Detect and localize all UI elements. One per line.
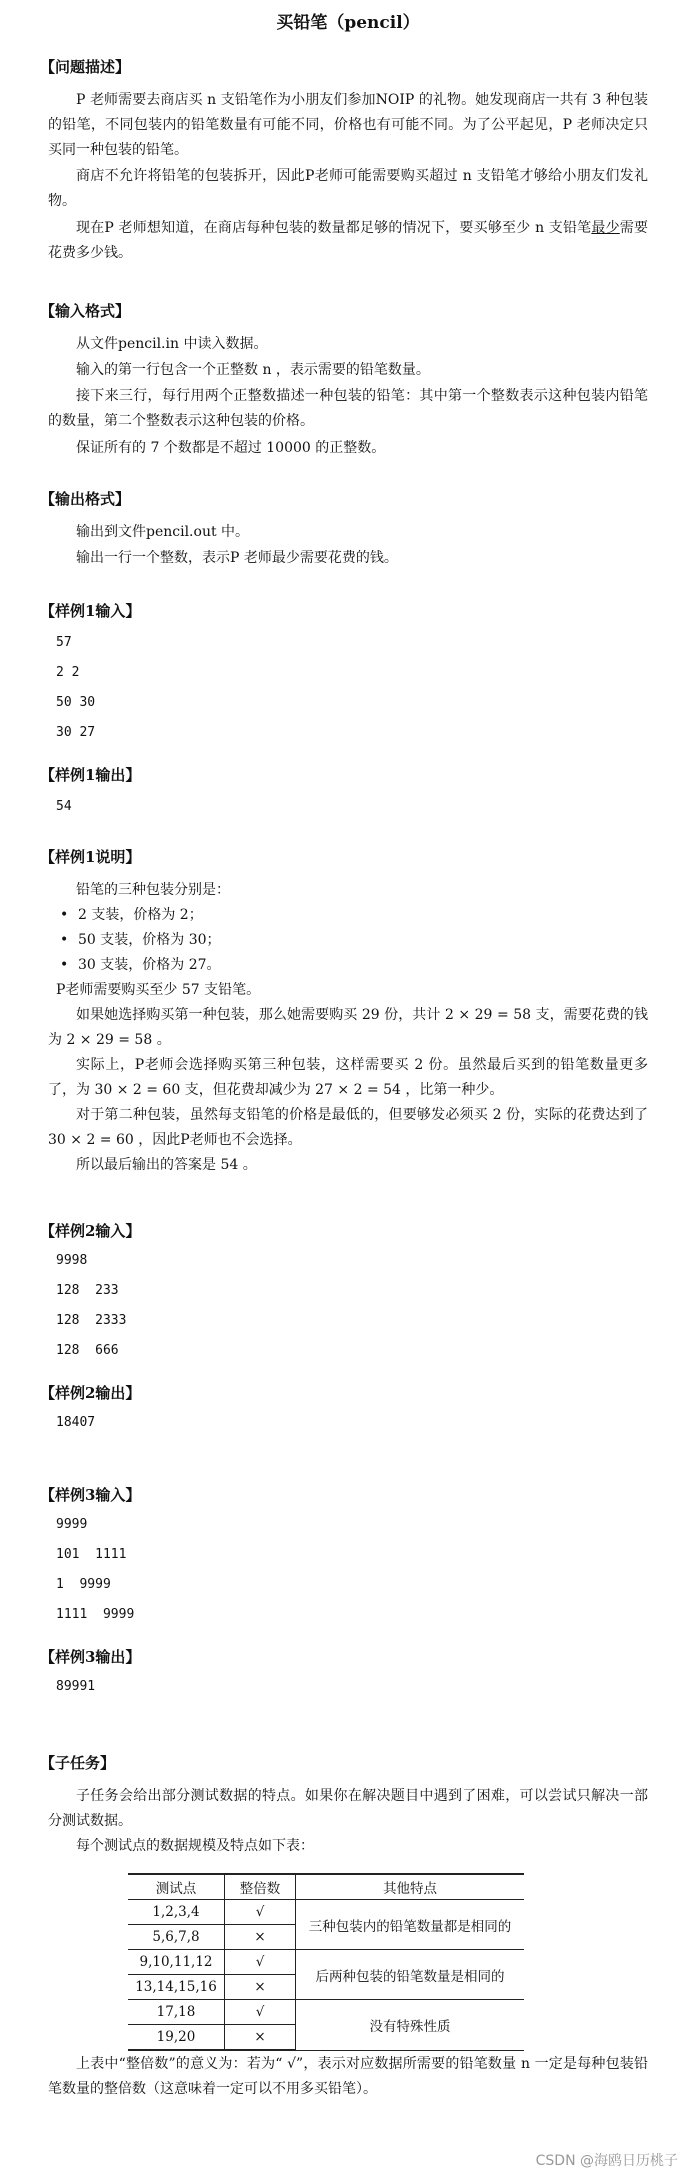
column-header: 整倍数 [225,1874,296,1900]
table-row [128,1950,524,1975]
table-cell: 9,10,11,12 [128,1950,225,1975]
problem-p3-underlined: 最少 [591,220,620,236]
output-line-2: 输出一行一个整数，表示P 老师最少需要花费的钱。 [76,550,398,566]
table-cell: √ [225,1900,296,1925]
page-title: 买铅笔（pencil） [276,13,420,33]
sample1-bullet-list [56,903,646,978]
sample1-input-text: 57 2 2 50 30 30 27 [56,635,96,740]
table-cell: 5,6,7,8 [128,1925,225,1950]
sample3-input-heading: 【样例3输入】 [40,1486,141,1504]
problem-p3-post: 需要花费多少钱。 [48,220,649,261]
sample1-explain-line-4: 对于第二种包装，虽然每支铅笔的价格是最低的，但要够发必须买 2 份，实际的花费达到了 30 × 2 = 60 ，因此P老师也不会选择。 [48,1107,648,1148]
list-item: • 30 支装，价格为 27。 [56,953,646,978]
column-header: 测试点 [128,1874,225,1900]
sample3-output-heading: 【样例3输出】 [40,1648,141,1666]
sample1-input-heading: 【样例1输入】 [40,602,141,620]
sample3-output-text: 89991 [56,1679,96,1694]
subtask-paragraph-2: 每个测试点的数据规模及特点如下表： [76,1838,314,1854]
sample1-output-text: 54 [56,799,72,814]
table-cell: √ [225,2000,296,2025]
input-line-1: 从文件pencil.in 中读入数据。 [76,336,268,352]
table-row [128,1900,524,1925]
table-cell: 后两种包装的铅笔数量是相同的 [296,1950,525,2000]
table-cell: 没有特殊性质 [296,2000,525,2051]
table-cell: × [225,2025,296,2051]
table-cell: 17,18 [128,2000,225,2025]
list-item: • 50 支装，价格为 30； [56,928,646,953]
problem-paragraph-2: 商店不允许将铅笔的包装拆开，因此P老师可能需要购买超过 n 支铅笔才够给小朋友们发礼物。 [48,168,648,209]
input-line-4: 保证所有的 7 个数都是不超过 10000 的正整数。 [76,440,386,456]
table-cell: × [225,1925,296,1950]
list-item: • 2 支装，价格为 2； [56,903,646,928]
table-cell: 13,14,15,16 [128,1975,225,2000]
input-heading: 【输入格式】 [40,302,131,320]
problem-p3-pre: 现在P 老师想知道，在商店每种包装的数量都足够的情况下，要买够至少 n 支铅笔 [76,220,592,236]
problem-paragraph-3 [48,216,648,266]
sample3-input-text: 9999 101 1111 1 9999 1111 9999 [56,1517,135,1622]
sample2-output-text: 18407 [56,1415,96,1430]
problem-heading: 【问题描述】 [40,58,131,76]
watermark: CSDN @海鸥日历桃子 [535,2153,678,2169]
subtask-heading: 【子任务】 [40,1754,116,1772]
subtask-table [128,1873,524,2051]
sample1-explain-intro: 铅笔的三种包装分别是： [76,882,230,898]
column-header: 其他特点 [296,1874,525,1900]
output-heading: 【输出格式】 [40,490,131,508]
input-line-3: 接下来三行，每行用两个正整数描述一种包装的铅笔：其中第一个整数表示这种包装内铅笔的数量，第二个整数表示这种包装的价格。 [48,388,648,429]
sample2-output-heading: 【样例2输出】 [40,1384,141,1402]
sample2-input-text: 9998 128 233 128 2333 128 666 [56,1253,127,1358]
table-cell: 1,2,3,4 [128,1900,225,1925]
table-header-row [128,1874,524,1900]
table-cell: √ [225,1950,296,1975]
subtask-paragraph-1: 子任务会给出部分测试数据的特点。如果你在解决题目中遇到了困难，可以尝试只解决一部分测试数据。 [48,1788,648,1829]
sample1-output-heading: 【样例1输出】 [40,766,141,784]
output-line-1: 输出到文件pencil.out 中。 [76,524,250,540]
table-cell: 三种包装内的铅笔数量都是相同的 [296,1900,525,1950]
sample2-input-heading: 【样例2输入】 [40,1222,141,1240]
input-line-2: 输入的第一行包含一个正整数 n ，表示需要的铅笔数量。 [76,362,430,378]
subtask-note: 上表中“整倍数”的意义为：若为“ √”，表示对应数据所需要的铅笔数量 n 一定是每种包装铅笔数量的整倍数（这意味着一定可以不用多买铅笔）。 [48,2056,648,2097]
problem-paragraph-1: P 老师需要去商店买 n 支铅笔作为小朋友们参加NOIP 的礼物。她发现商店一共有 3 种包装的铅笔，不同包装内的铅笔数量有可能不同，价格也有可能不同。为了公平起见，P 老师决定只买同一种包装的铅笔。 [48,92,648,158]
table-cell: 19,20 [128,2025,225,2051]
sample1-explain-heading: 【样例1说明】 [40,848,141,866]
sample1-explain-line-2: 如果她选择购买第一种包装，那么她需要购买 29 份，共计 2 × 29 = 58 支，需要花费的钱为 2 × 29 = 58 。 [48,1007,648,1048]
table-row [128,2000,524,2025]
sample1-explain-line-5: 所以最后输出的答案是 54 。 [76,1157,257,1173]
sample1-explain-line-3: 实际上，P老师会选择购买第三种包装，这样需要买 2 份。虽然最后买到的铅笔数量更多了，为 30 × 2 = 60 支，但花费却减少为 27 × 2 = 54 ，比第一种少。 [48,1057,648,1098]
table-cell: × [225,1975,296,2000]
sample1-explain-line-1: P老师需要购买至少 57 支铅笔。 [56,982,261,998]
